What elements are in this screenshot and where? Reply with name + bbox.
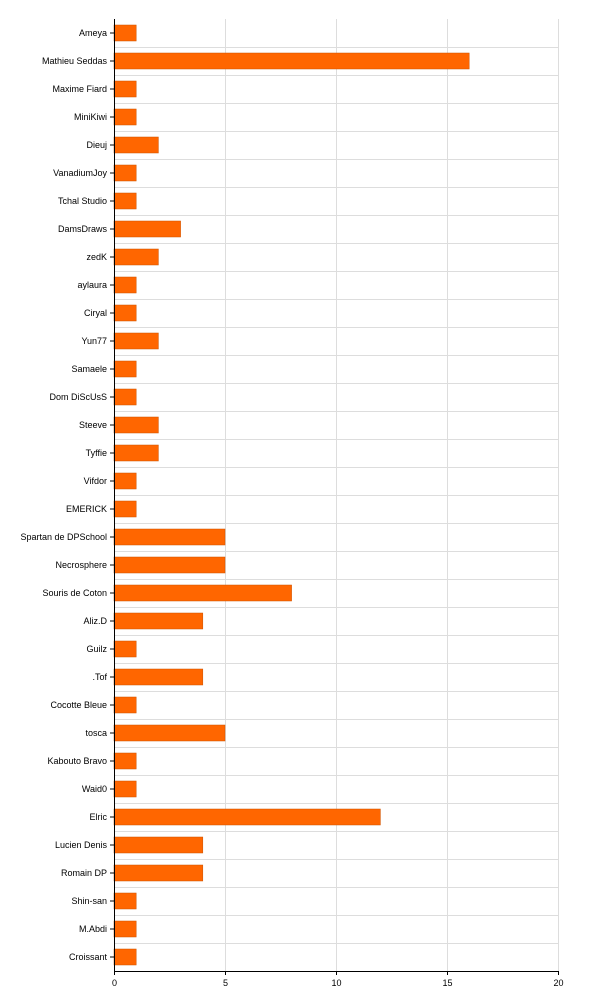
category-label: Croissant xyxy=(68,952,107,962)
category-label: DamsDraws xyxy=(57,224,107,234)
grid-layer xyxy=(114,19,559,971)
x-tick-label: 0 xyxy=(111,978,118,988)
bar xyxy=(114,557,225,573)
bar xyxy=(114,277,136,293)
bar xyxy=(114,529,225,545)
bar xyxy=(114,501,136,517)
category-label: Necrosphere xyxy=(55,560,107,570)
category-label: Ciryal xyxy=(83,308,107,318)
category-label: EMERICK xyxy=(65,504,107,514)
x-tick-label: 5 xyxy=(222,978,229,988)
category-label: zedK xyxy=(86,252,107,262)
bar xyxy=(114,389,136,405)
x-tick-label: 15 xyxy=(442,978,453,988)
category-label: Tchal Studio xyxy=(57,196,107,206)
bar xyxy=(114,781,136,797)
bar xyxy=(114,473,136,489)
bar xyxy=(114,921,136,937)
category-label: Samaele xyxy=(71,364,107,374)
category-label: Romain DP xyxy=(60,868,107,878)
x-tick-label: 10 xyxy=(331,978,342,988)
bar xyxy=(114,865,203,881)
category-label: Dom DiScUsS xyxy=(49,392,107,402)
category-label: Vifdor xyxy=(83,476,107,486)
category-label: Souris de Coton xyxy=(42,588,107,598)
bar xyxy=(114,165,136,181)
category-label: Spartan de DPSchool xyxy=(20,532,107,542)
bar xyxy=(114,137,158,153)
bar xyxy=(114,585,292,601)
bar xyxy=(114,417,158,433)
category-label: Guilz xyxy=(86,644,107,654)
bar xyxy=(114,305,136,321)
bar xyxy=(114,361,136,377)
bar xyxy=(114,613,203,629)
category-label: M.Abdi xyxy=(78,924,107,934)
category-label: Tyffie xyxy=(85,448,107,458)
bar xyxy=(114,445,158,461)
label-layer xyxy=(20,28,563,988)
category-label: Elric xyxy=(89,812,107,822)
bar xyxy=(114,893,136,909)
category-label: Yun77 xyxy=(81,336,107,346)
category-label: MiniKiwi xyxy=(73,112,107,122)
x-tick-label: 20 xyxy=(553,978,564,988)
bar xyxy=(114,109,136,125)
bar xyxy=(114,837,203,853)
bar xyxy=(114,753,136,769)
bar xyxy=(114,725,225,741)
bar xyxy=(114,333,158,349)
category-label: Shin-san xyxy=(71,896,107,906)
category-label: .Tof xyxy=(92,672,107,682)
category-label: Steeve xyxy=(78,420,107,430)
bar xyxy=(114,193,136,209)
bar xyxy=(114,669,203,685)
bar xyxy=(114,809,380,825)
category-label: Mathieu Seddas xyxy=(41,56,107,66)
category-label: Waid0 xyxy=(81,784,107,794)
category-label: Maxime Fiard xyxy=(52,84,107,94)
bar xyxy=(114,249,158,265)
category-label: Lucien Denis xyxy=(54,840,107,850)
bar xyxy=(114,53,469,69)
category-label: Aliz.D xyxy=(83,616,107,626)
bar xyxy=(114,697,136,713)
category-label: aylaura xyxy=(77,280,107,290)
category-label: VanadiumJoy xyxy=(53,168,107,178)
bar xyxy=(114,949,136,965)
category-label: Cocotte Bleue xyxy=(50,700,107,710)
category-label: Dieuj xyxy=(86,140,107,150)
bar xyxy=(114,641,136,657)
bar xyxy=(114,221,181,237)
bar xyxy=(114,25,136,41)
category-label: tosca xyxy=(85,728,107,738)
bar xyxy=(114,81,136,97)
category-label: Kabouto Bravo xyxy=(47,756,107,766)
category-label: Ameya xyxy=(78,28,107,38)
